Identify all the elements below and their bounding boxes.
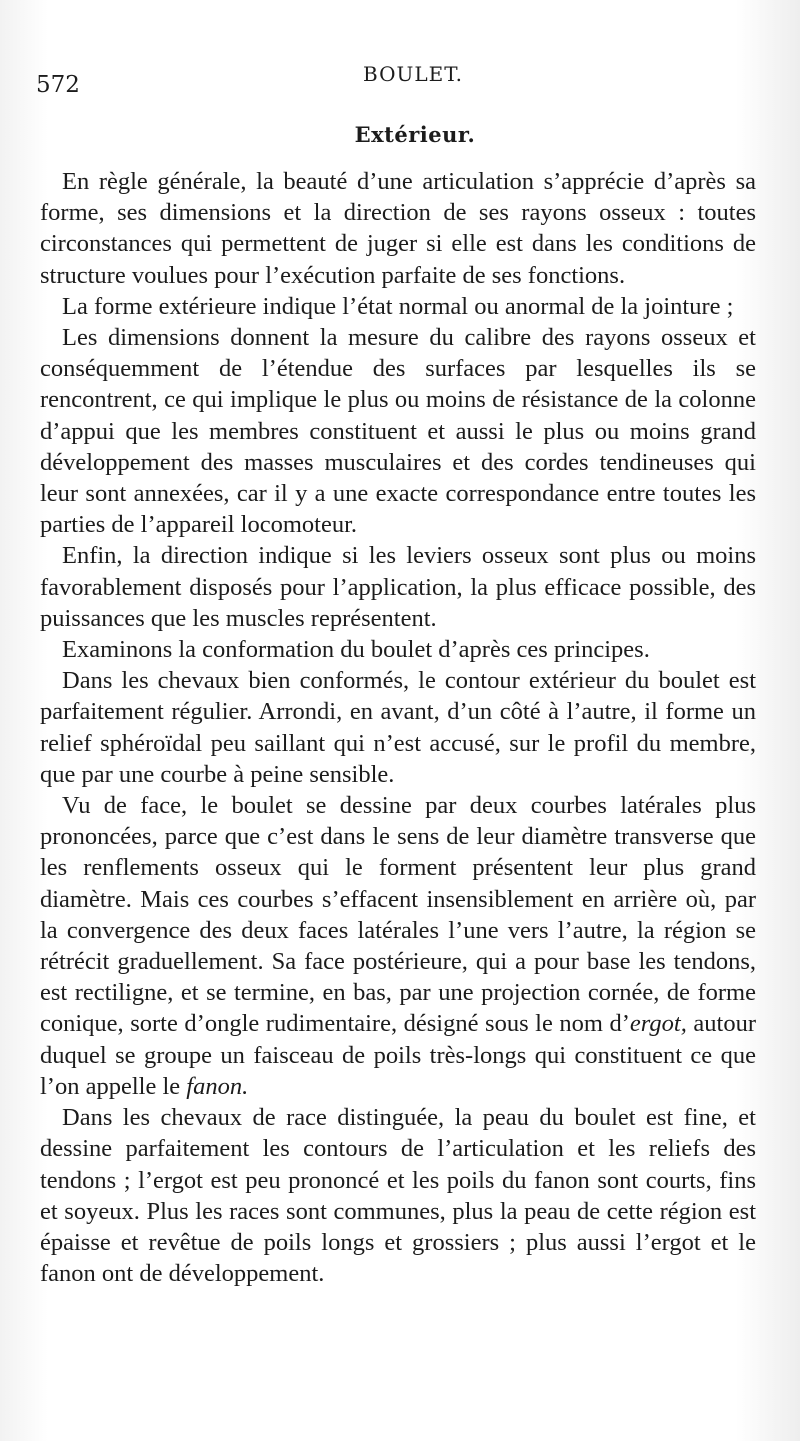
- term-ergot: ergot,: [629, 1010, 687, 1038]
- paragraph-text: autour duquel se groupe un faisceau de poils très-longs qui constituent ce que l’on appelle le: [40, 1010, 757, 1100]
- running-head: [36, 60, 760, 100]
- paragraph: Les dimensions donnent la mesure du calibre des rayons osseux et conséquemment de l’étendue des surfaces par lesquelles ils se rencontrent, ce qui implique le plus ou moins de résistance de la colonne d’appui que les membres constituent et aussi le plus ou moins grand développement des masses musculaires et des cordes tendineuses qui leur sont annexées, car il y a une exacte correspondance entre toutes les parties de l’appareil locomoteur.: [40, 324, 756, 539]
- paragraph: [40, 790, 756, 1102]
- paragraph: Enfin, la direction indique si les leviers osseux sont plus ou moins favorablement disposés pour l’application, la plus efficace possible, des puissances que les muscles représentent.: [40, 542, 756, 632]
- paragraph: La forme extérieure indique l’état normal ou anormal de la jointure ;: [62, 292, 734, 320]
- paragraph: Dans les chevaux bien conformés, le contour extérieur du boulet est parfaitement régulier. Arrondi, en avant, d’un côté à l’autre, il forme un relief sphéroïdal peu saillant qui n’est accusé, sur le profil du membre, que par une courbe à peine sensible.: [40, 667, 756, 788]
- section-heading: Extérieur.: [354, 122, 476, 147]
- page-number: 572: [36, 72, 80, 98]
- paragraph: En règle générale, la beauté d’une articulation s’apprécie d’après sa forme, ses dimensions et la direction de ses rayons osseux : toutes circonstances qui permettent de juger si elle est dans les conditions de structure voulues pour l’exécution parfaite de ses fonctions.: [40, 168, 756, 289]
- paragraph-text: Vu de face, le boulet se dessine par deux courbes latérales plus prononcées, parce que c’est dans le sens de leur diamètre transverse que les renflements osseux qui le forment présentent leur plus grand diamètre. Mais ces courbes s’effacent insensiblement en arrière où, par la convergence des deux faces latérales l’une vers l’autre, la région se rétrécit graduellement. Sa face postérieure, qui a pour base les tendons, est rectiligne, et se termine, en bas, par une projection cornée, de forme conique, sorte d’ongle rudimentaire, désigné sous le nom d’: [40, 792, 756, 1038]
- term-fanon: fanon.: [186, 1072, 249, 1100]
- paragraph: Examinons la conformation du boulet d’après ces principes.: [62, 636, 650, 664]
- body-text: [40, 166, 756, 1289]
- running-title: BOULET.: [363, 62, 463, 86]
- paragraph: Dans les chevaux de race distinguée, la peau du boulet est fine, et dessine parfaitement les contours de l’articulation et les reliefs des tendons ; l’ergot est peu prononcé et les poils du fanon sont courts, fins et soyeux. Plus les races sont communes, plus la peau de cette région est épaisse et revêtue de poils longs et grossiers ; plus aussi l’ergot et le fanon ont de développement.: [40, 1104, 756, 1288]
